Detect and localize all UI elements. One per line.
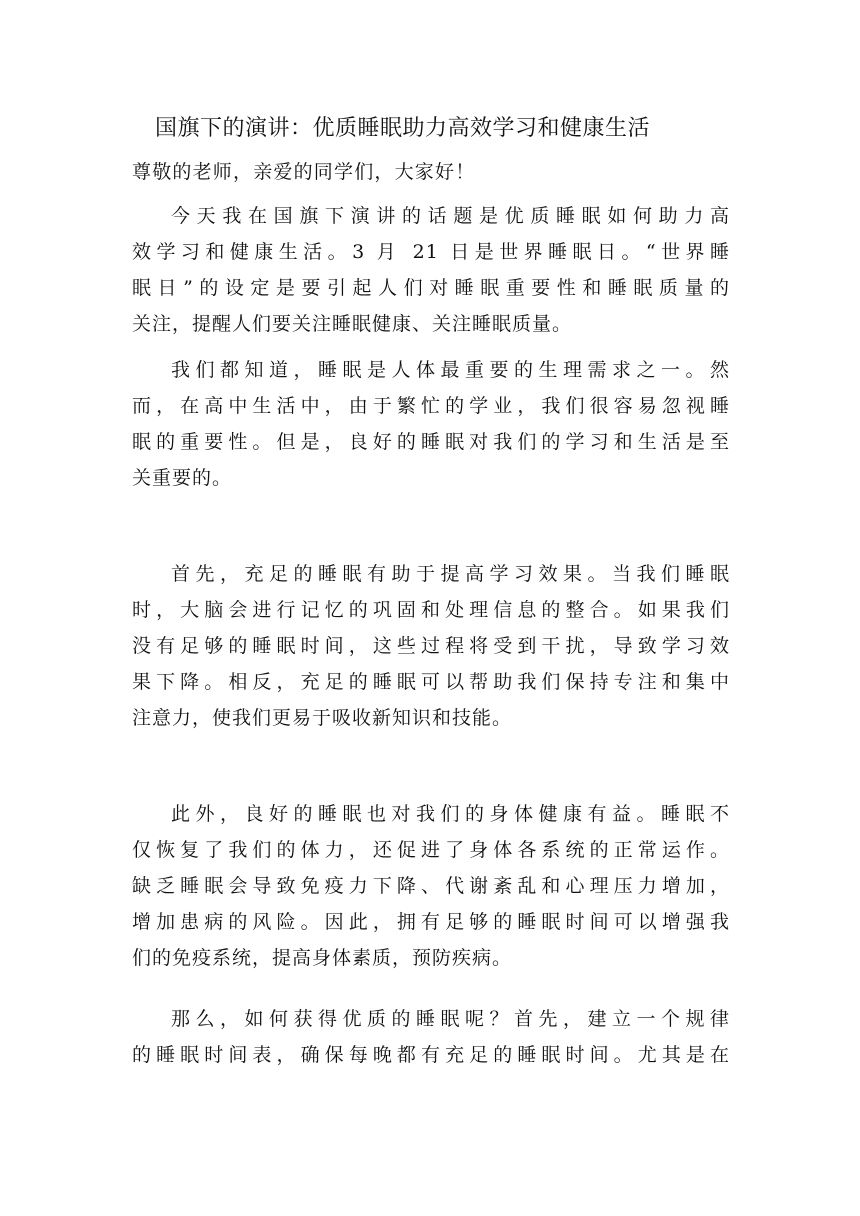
paragraph-line: 而，在高中生活中，由于繁忙的学业，我们很容易忽视睡 <box>132 395 730 417</box>
paragraph-line: 增加患病的风险。因此，拥有足够的睡眠时间可以增强我 <box>132 911 730 933</box>
paragraph-line: 效学习和健康生活。3 月 21 日是世界睡眠日。“世界睡 <box>132 241 730 263</box>
paragraph-line: 仅恢复了我们的体力，还促进了身体各系统的正常运作。 <box>132 839 730 861</box>
paragraph-line: 眠的重要性。但是，良好的睡眠对我们的学习和生活是至 <box>132 431 730 453</box>
paragraph-line: 缺乏睡眠会导致免疫力下降、代谢紊乱和心理压力增加， <box>132 875 730 897</box>
paragraph-line: 那么，如何获得优质的睡眠呢？首先，建立一个规律 <box>171 1008 730 1030</box>
paragraph-line: 首先，充足的睡眠有助于提高学习效果。当我们睡眠 <box>171 563 730 585</box>
paragraph-line: 此外，良好的睡眠也对我们的身体健康有益。睡眠不 <box>171 803 730 825</box>
paragraph-line: 注意力，使我们更易于吸收新知识和技能。 <box>132 707 513 729</box>
document-title: 国旗下的演讲：优质睡眠助力高效学习和健康生活 <box>155 116 651 141</box>
paragraph <box>132 556 730 736</box>
paragraph-line: 我们都知道，睡眠是人体最重要的生理需求之一。然 <box>171 359 730 381</box>
greeting-line: 尊敬的老师，亲爱的同学们，大家好！ <box>132 161 476 183</box>
paragraph <box>132 352 730 496</box>
paragraph-line: 的睡眠时间表，确保每晚都有充足的睡眠时间。尤其是在 <box>132 1044 730 1066</box>
paragraph-line: 没有足够的睡眠时间，这些过程将受到干扰，导致学习效 <box>132 635 730 657</box>
paragraph-line: 今天我在国旗下演讲的话题是优质睡眠如何助力高 <box>171 205 730 227</box>
paragraph <box>132 1001 730 1073</box>
paragraph <box>132 796 730 976</box>
paragraph-line: 果下降。相反，充足的睡眠可以帮助我们保持专注和集中 <box>132 671 730 693</box>
paragraph-line: 关注，提醒人们要关注睡眠健康、关注睡眠质量。 <box>132 313 573 335</box>
paragraph-line: 时，大脑会进行记忆的巩固和处理信息的整合。如果我们 <box>132 599 730 621</box>
paragraph-line: 们的免疫系统，提高身体素质，预防疾病。 <box>132 947 513 969</box>
paragraph-line: 眠日”的设定是要引起人们对睡眠重要性和睡眠质量的 <box>132 277 730 299</box>
paragraph-line: 关重要的。 <box>132 467 233 489</box>
paragraph <box>132 198 730 342</box>
